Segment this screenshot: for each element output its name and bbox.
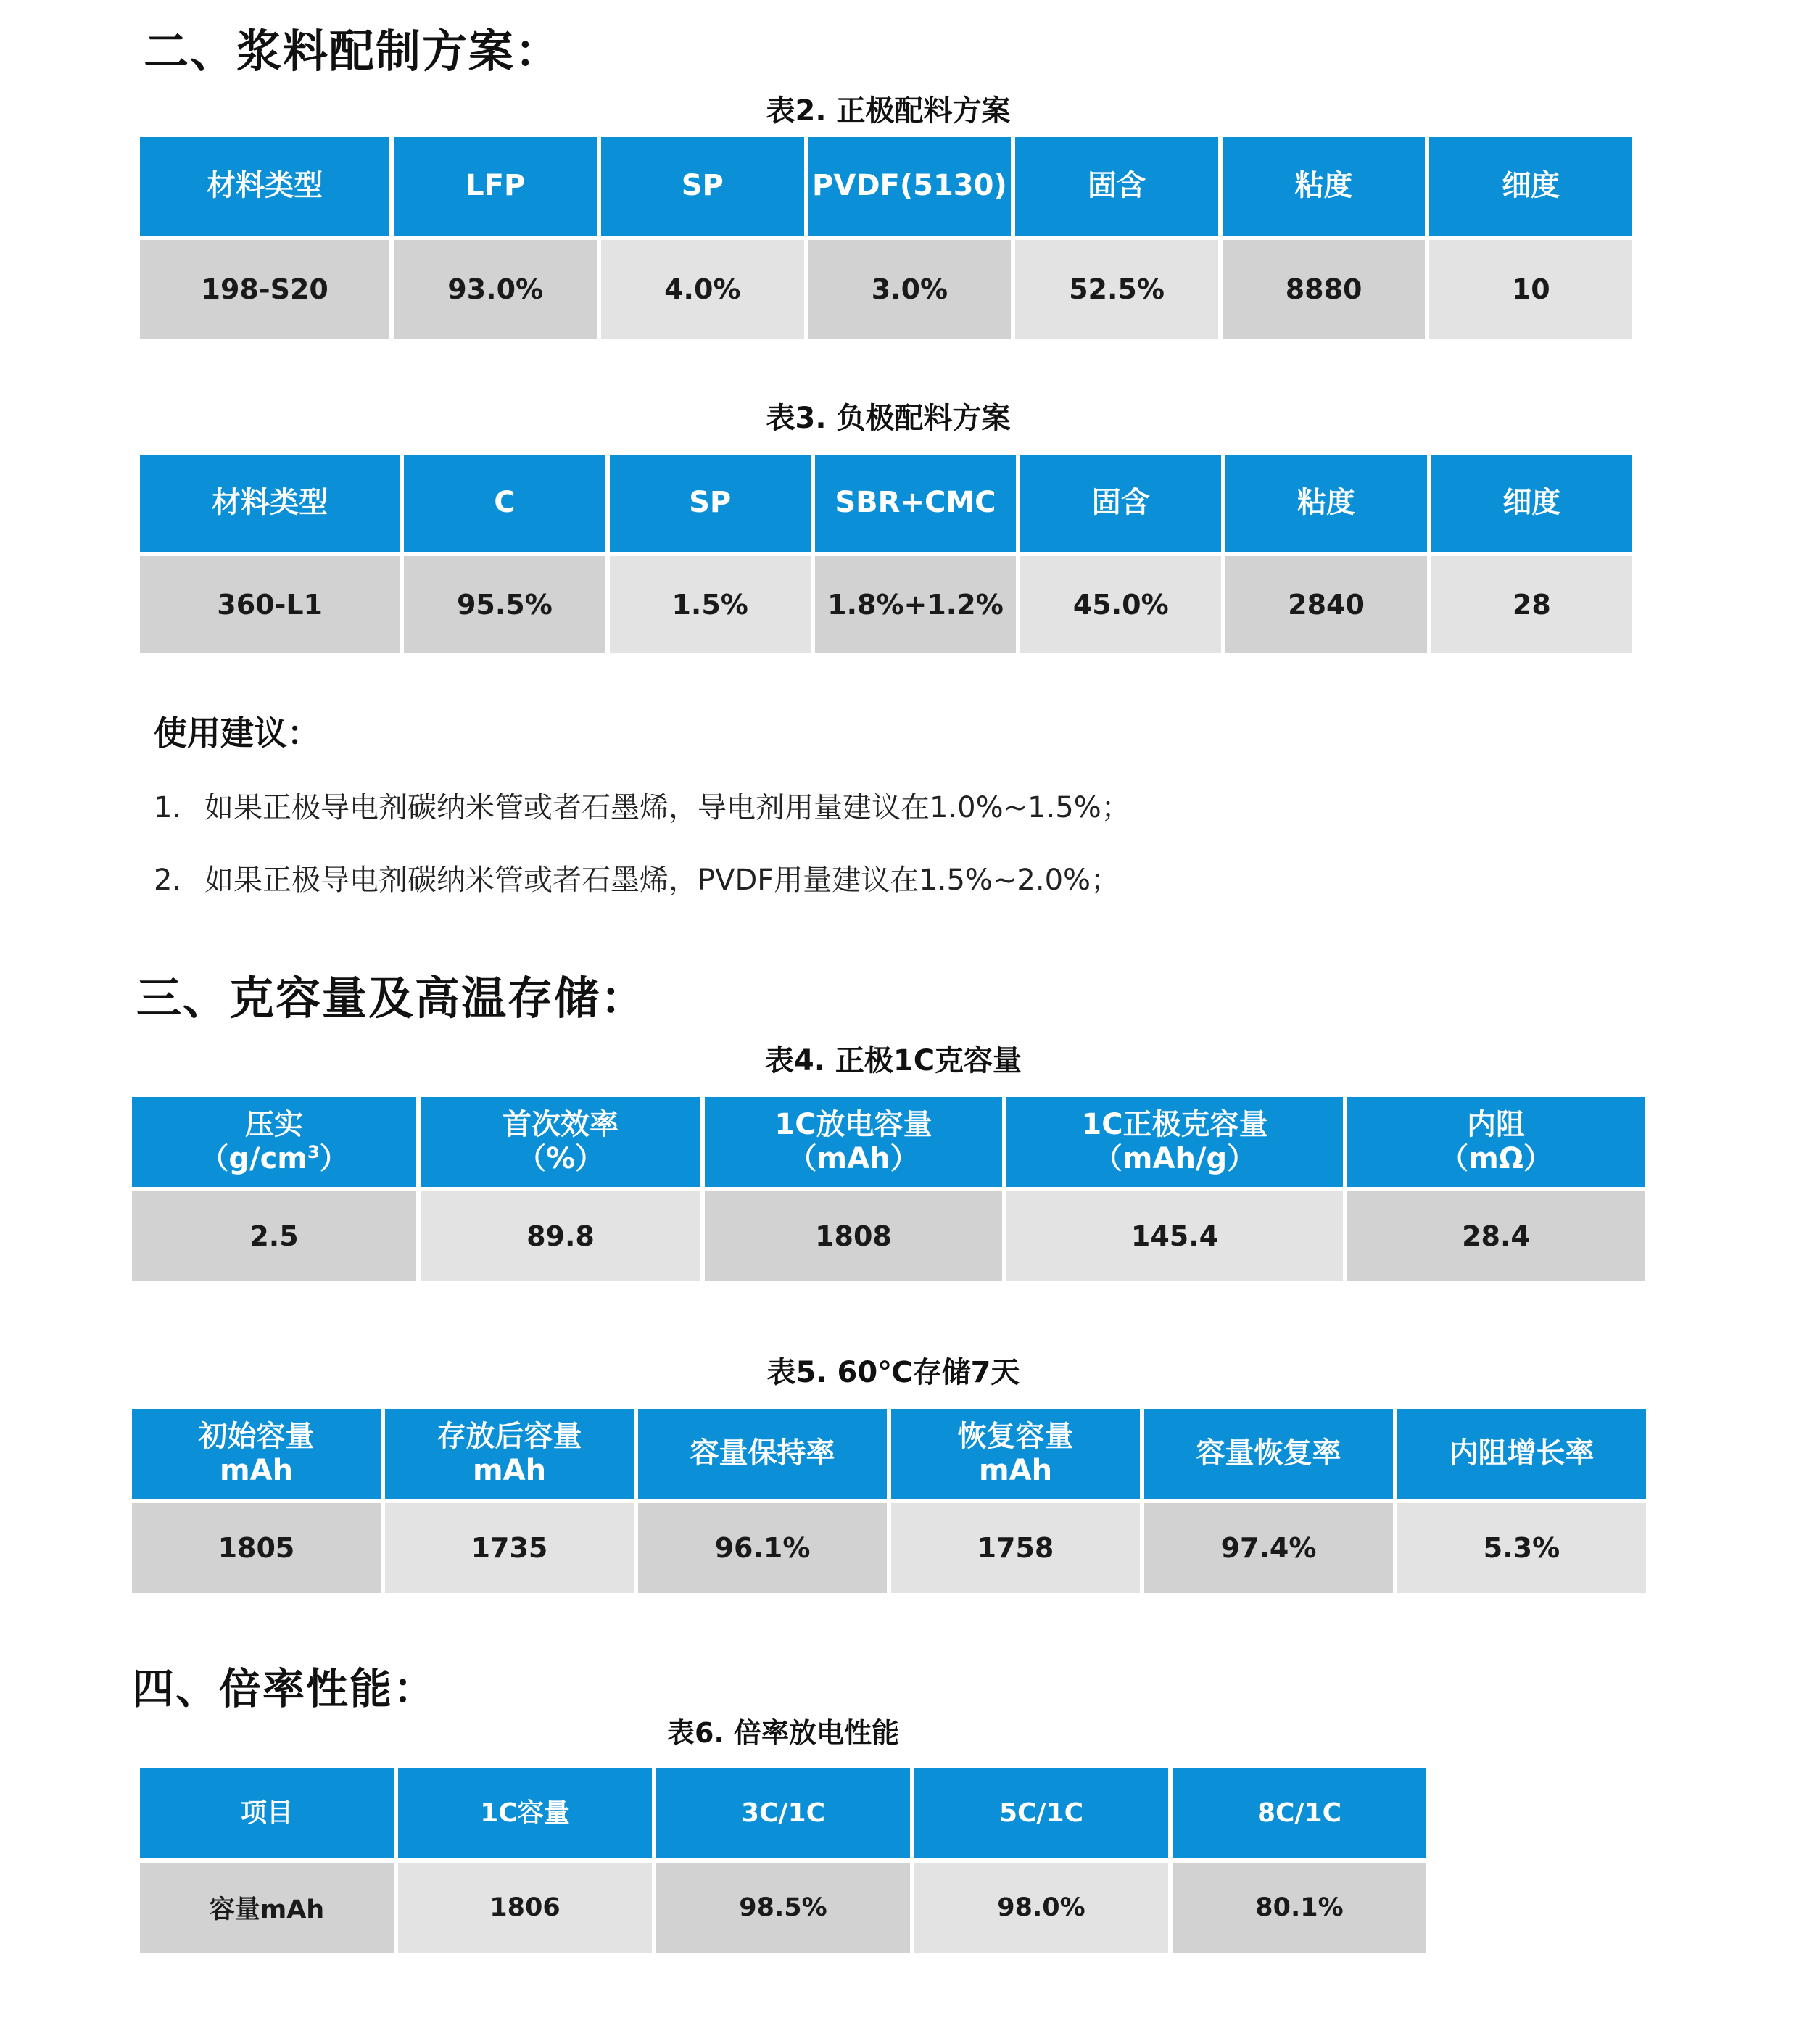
table-cell: 8880	[1223, 240, 1426, 339]
table-caption-rate: 表6. 倍率放电性能	[666, 1717, 900, 1749]
table-cell: 4.0%	[601, 240, 804, 339]
header-cell: LFP	[394, 137, 597, 236]
table-cell: 2.5	[132, 1191, 416, 1281]
header-cell: 5C/1C	[914, 1768, 1168, 1858]
header-unit: $(g/cm^3)$	[199, 1142, 349, 1175]
table-row	[132, 1503, 1646, 1593]
header-cell	[1347, 1097, 1645, 1187]
header-cell	[1006, 1097, 1343, 1187]
header-cell: 材料类型	[140, 137, 389, 236]
table-row	[140, 1863, 1426, 1953]
advice-title: 使用建议：	[154, 713, 320, 753]
table-header-row	[132, 1097, 1645, 1187]
negative-formula-table	[136, 450, 1637, 658]
table-cell: 1805	[132, 1503, 381, 1593]
positive-formula-table	[136, 133, 1637, 343]
table-caption-storage: 表5. 60℃存储7天	[766, 1356, 1020, 1389]
section-heading-slurry: 二、浆料配制方案：	[144, 25, 562, 78]
section-heading-rate: 四、倍率性能：	[132, 1664, 437, 1713]
header-cell: 细度	[1429, 137, 1632, 236]
header-cell	[421, 1097, 700, 1187]
table-row	[140, 556, 1632, 653]
header-unit: （%）	[516, 1142, 605, 1175]
header-unit: mAh	[978, 1454, 1053, 1487]
header-cell: SBR+CMC	[815, 455, 1016, 552]
advice-item-1	[154, 793, 1130, 822]
table-cell: 98.0%	[914, 1863, 1168, 1953]
header-unit: mAh	[219, 1454, 294, 1487]
header-line: 容量保持率	[690, 1436, 835, 1470]
table-cell: 45.0%	[1020, 556, 1221, 653]
table-caption-positive: 表2. 正极配料方案	[766, 94, 1011, 128]
header-cell	[132, 1097, 416, 1187]
advice-item-text: 如果正极导电剂碳纳米管或者石墨烯，导电剂用量建议在1.0%~1.5%；	[204, 791, 1130, 824]
header-cell: 项目	[140, 1768, 394, 1858]
header-line: 内阻	[1467, 1107, 1525, 1141]
header-cell: SP	[610, 455, 811, 552]
table-cell: 28	[1431, 556, 1632, 653]
header-cell: 细度	[1431, 455, 1632, 552]
header-cell: C	[404, 455, 605, 552]
rate-table	[136, 1764, 1431, 1957]
table-cell: 1735	[385, 1503, 634, 1593]
table-cell: 98.5%	[656, 1863, 910, 1953]
storage-table	[128, 1404, 1650, 1597]
positive-capacity-table	[128, 1093, 1649, 1286]
header-cell	[1144, 1409, 1393, 1499]
table-cell: 89.8	[421, 1191, 700, 1281]
table-cell: 145.4	[1006, 1191, 1343, 1281]
table-cell: 28.4	[1347, 1191, 1645, 1281]
header-cell	[891, 1409, 1140, 1499]
advice-item-number: 1.	[154, 791, 182, 824]
section-heading-capacity-storage: 三、克容量及高温存储：	[136, 972, 648, 1025]
header-line: 压实	[245, 1107, 303, 1141]
header-cell	[1397, 1409, 1646, 1499]
header-line: 内阻增长率	[1449, 1436, 1595, 1470]
table-cell: 1.8%+1.2%	[815, 556, 1016, 653]
header-cell: SP	[601, 137, 804, 236]
header-unit: （mΩ）	[1439, 1142, 1552, 1175]
table-header-row	[140, 1768, 1426, 1858]
header-line: 首次效率	[503, 1107, 619, 1141]
header-cell: PVDF(5130)	[808, 137, 1012, 236]
table-caption-negative: 表3. 负极配料方案	[766, 402, 1011, 435]
table-cell: 3.0%	[808, 240, 1012, 339]
table-header-row	[140, 455, 1632, 552]
header-line: 1C正极克容量	[1081, 1107, 1268, 1141]
header-line: 存放后容量	[437, 1419, 582, 1453]
table-cell: 52.5%	[1015, 240, 1218, 339]
table-cell: 93.0%	[394, 240, 597, 339]
table-cell: 1.5%	[610, 556, 811, 653]
header-unit: （mAh/g）	[1093, 1142, 1257, 1175]
header-line: 初始容量	[198, 1419, 315, 1453]
header-cell	[638, 1409, 887, 1499]
advice-item-2	[154, 866, 1120, 895]
header-cell	[132, 1409, 381, 1499]
table-header-row	[140, 137, 1632, 236]
table-row	[132, 1191, 1645, 1281]
advice-item-text: 如果正极导电剂碳纳米管或者石墨烯，PVDF用量建议在1.5%~2.0%；	[204, 864, 1120, 897]
table-cell: 1808	[705, 1191, 1002, 1281]
table-cell: 容量mAh	[140, 1863, 394, 1953]
header-cell: 1C容量	[398, 1768, 652, 1858]
header-unit: mAh	[472, 1454, 547, 1487]
table-cell: 96.1%	[638, 1503, 887, 1593]
advice-item-number: 2.	[154, 864, 182, 897]
header-cell: 粘度	[1223, 137, 1426, 236]
table-cell: 97.4%	[1144, 1503, 1393, 1593]
table-cell: 10	[1429, 240, 1632, 339]
table-caption-capacity: 表4. 正极1C克容量	[764, 1044, 1022, 1077]
header-cell: 固含	[1020, 455, 1221, 552]
header-cell	[385, 1409, 634, 1499]
table-cell: 95.5%	[404, 556, 605, 653]
header-line: 恢复容量	[957, 1419, 1074, 1453]
table-cell: 198-S20	[140, 240, 389, 339]
header-cell: 材料类型	[140, 455, 400, 552]
table-cell: 80.1%	[1173, 1863, 1426, 1953]
table-cell: 1806	[398, 1863, 652, 1953]
table-row	[140, 240, 1632, 339]
header-cell: 固含	[1015, 137, 1218, 236]
table-cell: 1758	[891, 1503, 1140, 1593]
header-cell: 8C/1C	[1173, 1768, 1426, 1858]
table-header-row	[132, 1409, 1646, 1499]
header-line: 容量恢复率	[1196, 1436, 1341, 1470]
table-cell: 360-L1	[140, 556, 400, 653]
header-line: 1C放电容量	[774, 1107, 932, 1141]
table-cell: 5.3%	[1397, 1503, 1646, 1593]
header-cell	[705, 1097, 1002, 1187]
header-cell: 粘度	[1225, 455, 1426, 552]
table-cell: 2840	[1225, 556, 1426, 653]
header-unit: （mAh）	[787, 1142, 919, 1175]
header-cell: 3C/1C	[656, 1768, 910, 1858]
